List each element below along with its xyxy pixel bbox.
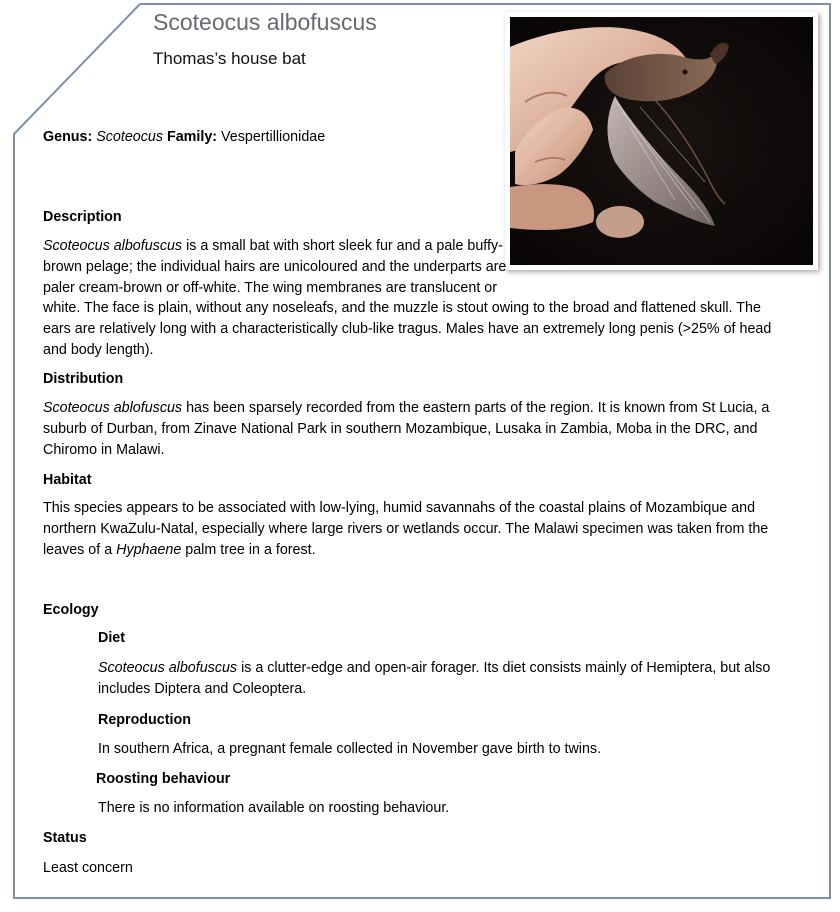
description-heading: Description (43, 209, 122, 225)
distribution-species-italic: Scoteocus ablofuscus (43, 400, 183, 416)
habitat-text (43, 498, 783, 560)
roosting-heading: Roosting behaviour (96, 771, 231, 787)
distribution-heading: Distribution (43, 371, 124, 387)
family-label: Family: (167, 129, 218, 145)
reproduction-heading: Reproduction (98, 712, 191, 728)
ecology-heading: Ecology (43, 602, 99, 618)
diet-species-italic: Scoteocus albofuscus (98, 660, 238, 676)
status-heading: Status (43, 830, 87, 846)
common-name-subtitle: Thomas’s house bat (153, 49, 306, 68)
genus-value: Scoteocus (96, 129, 164, 145)
diet-text (98, 658, 798, 700)
taxonomy-line (43, 129, 325, 145)
habitat-genus-italic: Hyphaene (116, 541, 182, 558)
habitat-heading: Habitat (43, 472, 92, 488)
distribution-body: has been sparsely recorded from the eastern parts of the region. It is known from St Lucia, a suburb of Durban, from Zinave National Park in southern Mozambique, Lusaka in Zambia, Moba in the DRC, and Chiromo in Malawi. (43, 400, 770, 458)
bat-photo (505, 12, 818, 270)
description-text (43, 236, 783, 361)
photo-wrap-spacer (508, 236, 783, 298)
family-value: Vespertillionidae (221, 129, 326, 145)
genus-label: Genus: (43, 129, 93, 145)
description-species-italic: Scoteocus albofuscus (43, 238, 183, 254)
status-value: Least concern (43, 860, 133, 876)
description-body: is a small bat with short sleek fur and a pale buffy-brown pelage; the individual hairs are unicoloured and the underparts are paler cream-brown or off-white. The wing membranes are translucent or white. The face is plain, without any noseleafs, and the muzzle is stout owing to the broad and flattened skull. The ears are relatively long with a characteristically club-like tragus. Males have an extremely long penis (>25% of head and body length). (43, 238, 772, 358)
habitat-body-start: This species appears to be associated with low-lying, humid savannahs of the coastal plains of Mozambique and northern KwaZulu-Natal, especially where large rivers or wetlands occur. The Malawi specimen was taken from the leaves of a (43, 500, 769, 558)
roosting-text: There is no information available on roosting behaviour. (98, 800, 450, 816)
habitat-body-end: palm tree in a forest. (181, 541, 316, 558)
reproduction-text: In southern Africa, a pregnant female collected in November gave birth to twins. (98, 741, 602, 757)
distribution-text (43, 398, 783, 460)
bat-in-hand-icon (505, 12, 818, 270)
scientific-name-title: Scoteocus albofuscus (153, 9, 377, 35)
diet-heading: Diet (98, 630, 126, 646)
diet-body: is a clutter-edge and open-air forager. Its diet consists mainly of Hemiptera, but also includes Diptera and Coleoptera. (98, 660, 771, 697)
